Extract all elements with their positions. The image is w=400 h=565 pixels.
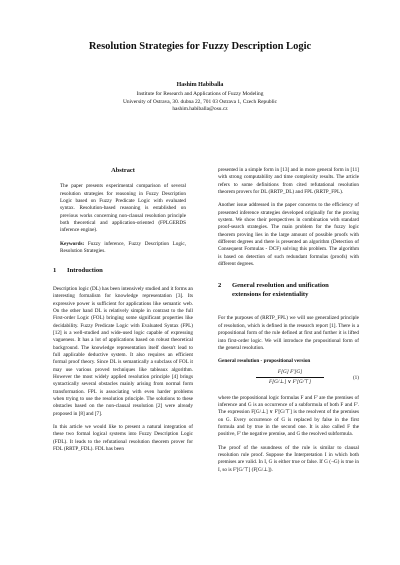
right-column: [218, 167, 359, 480]
affiliation-address: University of Ostrava, 30. dubna 22, 701 03 Ostrava 1, Czech Republic: [122, 98, 278, 105]
author-email: hashim.habiballa@osu.cz: [172, 106, 228, 113]
right-paragraph-1: presented in a simple form in [13] and in more general form in [11] with strong computability and time complexity results. The article refers to some definitions from cited refutational resolution theorem provers for DL (RRTP_DL) and FPL (RRTP_FPL).: [218, 167, 359, 196]
section-2-title-line-2: extensions for existentiality: [232, 290, 309, 298]
abstract-body: The paper presents experimental comparison of several resolution strategies for reasoning in Fuzzy Description Logic based on Fuzzy Predicate Logic with evaluated syntax. Resolution-based reasoning is established on previous works concerning non-clausal resolution principle both theoretical and application-oriented (FPLGERDS inference engine).: [60, 183, 186, 234]
author-name: Hashim Habiballa: [176, 82, 224, 88]
section-2-paragraph-3: The proof of the soundness of the rule is similar to clausal resolution rule proof. Suppose the Interpretation I in which both premises are valid. In I, G is either true or false. If G (¬G) is true in I, so is F'[G/⊤] (F[G/⊥]).: [218, 444, 359, 473]
affiliation-institute: Institute for Research and Applications of Fuzzy Modeling: [136, 91, 264, 97]
intro-paragraph-2: In this article we would like to present a natural integration of these two formal logical systems into Fuzzy Description Logic (FDL). It leads to the refutational resolution theorem prover for FDL (RRTP_FDL). FDL has been: [53, 424, 193, 453]
paper-title: Resolution Strategies for Fuzzy Description Logic: [88, 41, 312, 52]
section-1-title: Introduction: [67, 267, 103, 275]
rule-subheading: General resolution - propositional version: [218, 358, 311, 365]
section-1-number: 1: [53, 267, 57, 275]
equation-number: (1): [352, 374, 359, 381]
section-1-heading: [53, 267, 193, 276]
left-column: [53, 167, 193, 460]
section-2-title-line-1: General resolution and unification: [232, 282, 329, 290]
section-2-paragraph-2: where the propositional logic formulas F and F' are the premises of inference and G is an occurrence of a subformula of both F and F'. The expression F[G/⊥] ∨ F'[G/⊤] is the resolvent of the premises on G. Every occurrence of G is replaced by false in the first formula and by true in the second one. It is also called F the positive, F' the negative premise, and G the resolved subformula.: [218, 394, 359, 438]
affiliation: [0, 91, 400, 114]
abstract: [53, 183, 193, 255]
keywords-label: Keywords:: [60, 240, 85, 247]
section-2-heading: [218, 282, 359, 299]
intro-paragraph-1: Description logic (DL) has been intensively studied and it forms an interesting formalism for knowledge representation [3]. Its expressive power is sufficient for applications like semantic web. On the other hand DL is relatively simple in contrast to the full First-order Logic (FOL) bringing some significant properties like decidability. Fuzzy Predicate Logic with Evaluated Syntax (FPL) [12] is a well-studied and wide-used logic capable of expressing vagueness. It has a lot of applications based on robust theoretical background. The knowledge representation itself doesn't lead to full applicable deductive system. It also requires an efficient formal proof theory. Since DL is semantically a subclass of FOL it may use various proved techniques like tableaux algorithm. However the most widely applied resolution principle [4] brings syntactically several obstacles mainly arising from normal form transformation. FPL is associating with even harder problems when trying to use the resolution principle. The solutions to these obstacles based on the non-clausal resolution [2] were already proposed in [8] and [7].: [53, 285, 193, 417]
keywords-text: Fuzzy inference, Fuzzy Description Logic, Resolution Strategies.: [60, 240, 187, 255]
keywords: [60, 241, 186, 256]
abstract-heading: Abstract: [111, 167, 135, 174]
formula-premises: F[G] F'[G]: [256, 369, 324, 378]
inference-fraction: [256, 369, 324, 387]
right-paragraph-2: Another issue addressed in the paper concerns to the efficiency of presented inference strategies developed originally for the proving system. We show their perspectives in combination with standard proof-search strategies. The main problem for the fuzzy logic theorem proving lies in the large amount of possible proofs with different degrees and there is presented an algorithm (Detection of Consequent Formulas - DCF) solving this problem. The algorithm is based on detection of such redundant formulas (proofs) with different degrees.: [218, 202, 359, 268]
section-2-paragraph-1: For the purposes of (RRTP_FPL) we will use generalized principle of resolution, which is defined in the research report [1]. There is a propositional form of the rule defined at first and further it is lifted into first-order logic. We will introduce the propositional form of the general resolution.: [218, 315, 359, 351]
formula-resolvent: F[G/⊥] ∨ F'[G/⊤]: [268, 378, 312, 385]
section-2-number: 2: [218, 282, 222, 290]
resolution-rule-formula: [218, 369, 359, 391]
